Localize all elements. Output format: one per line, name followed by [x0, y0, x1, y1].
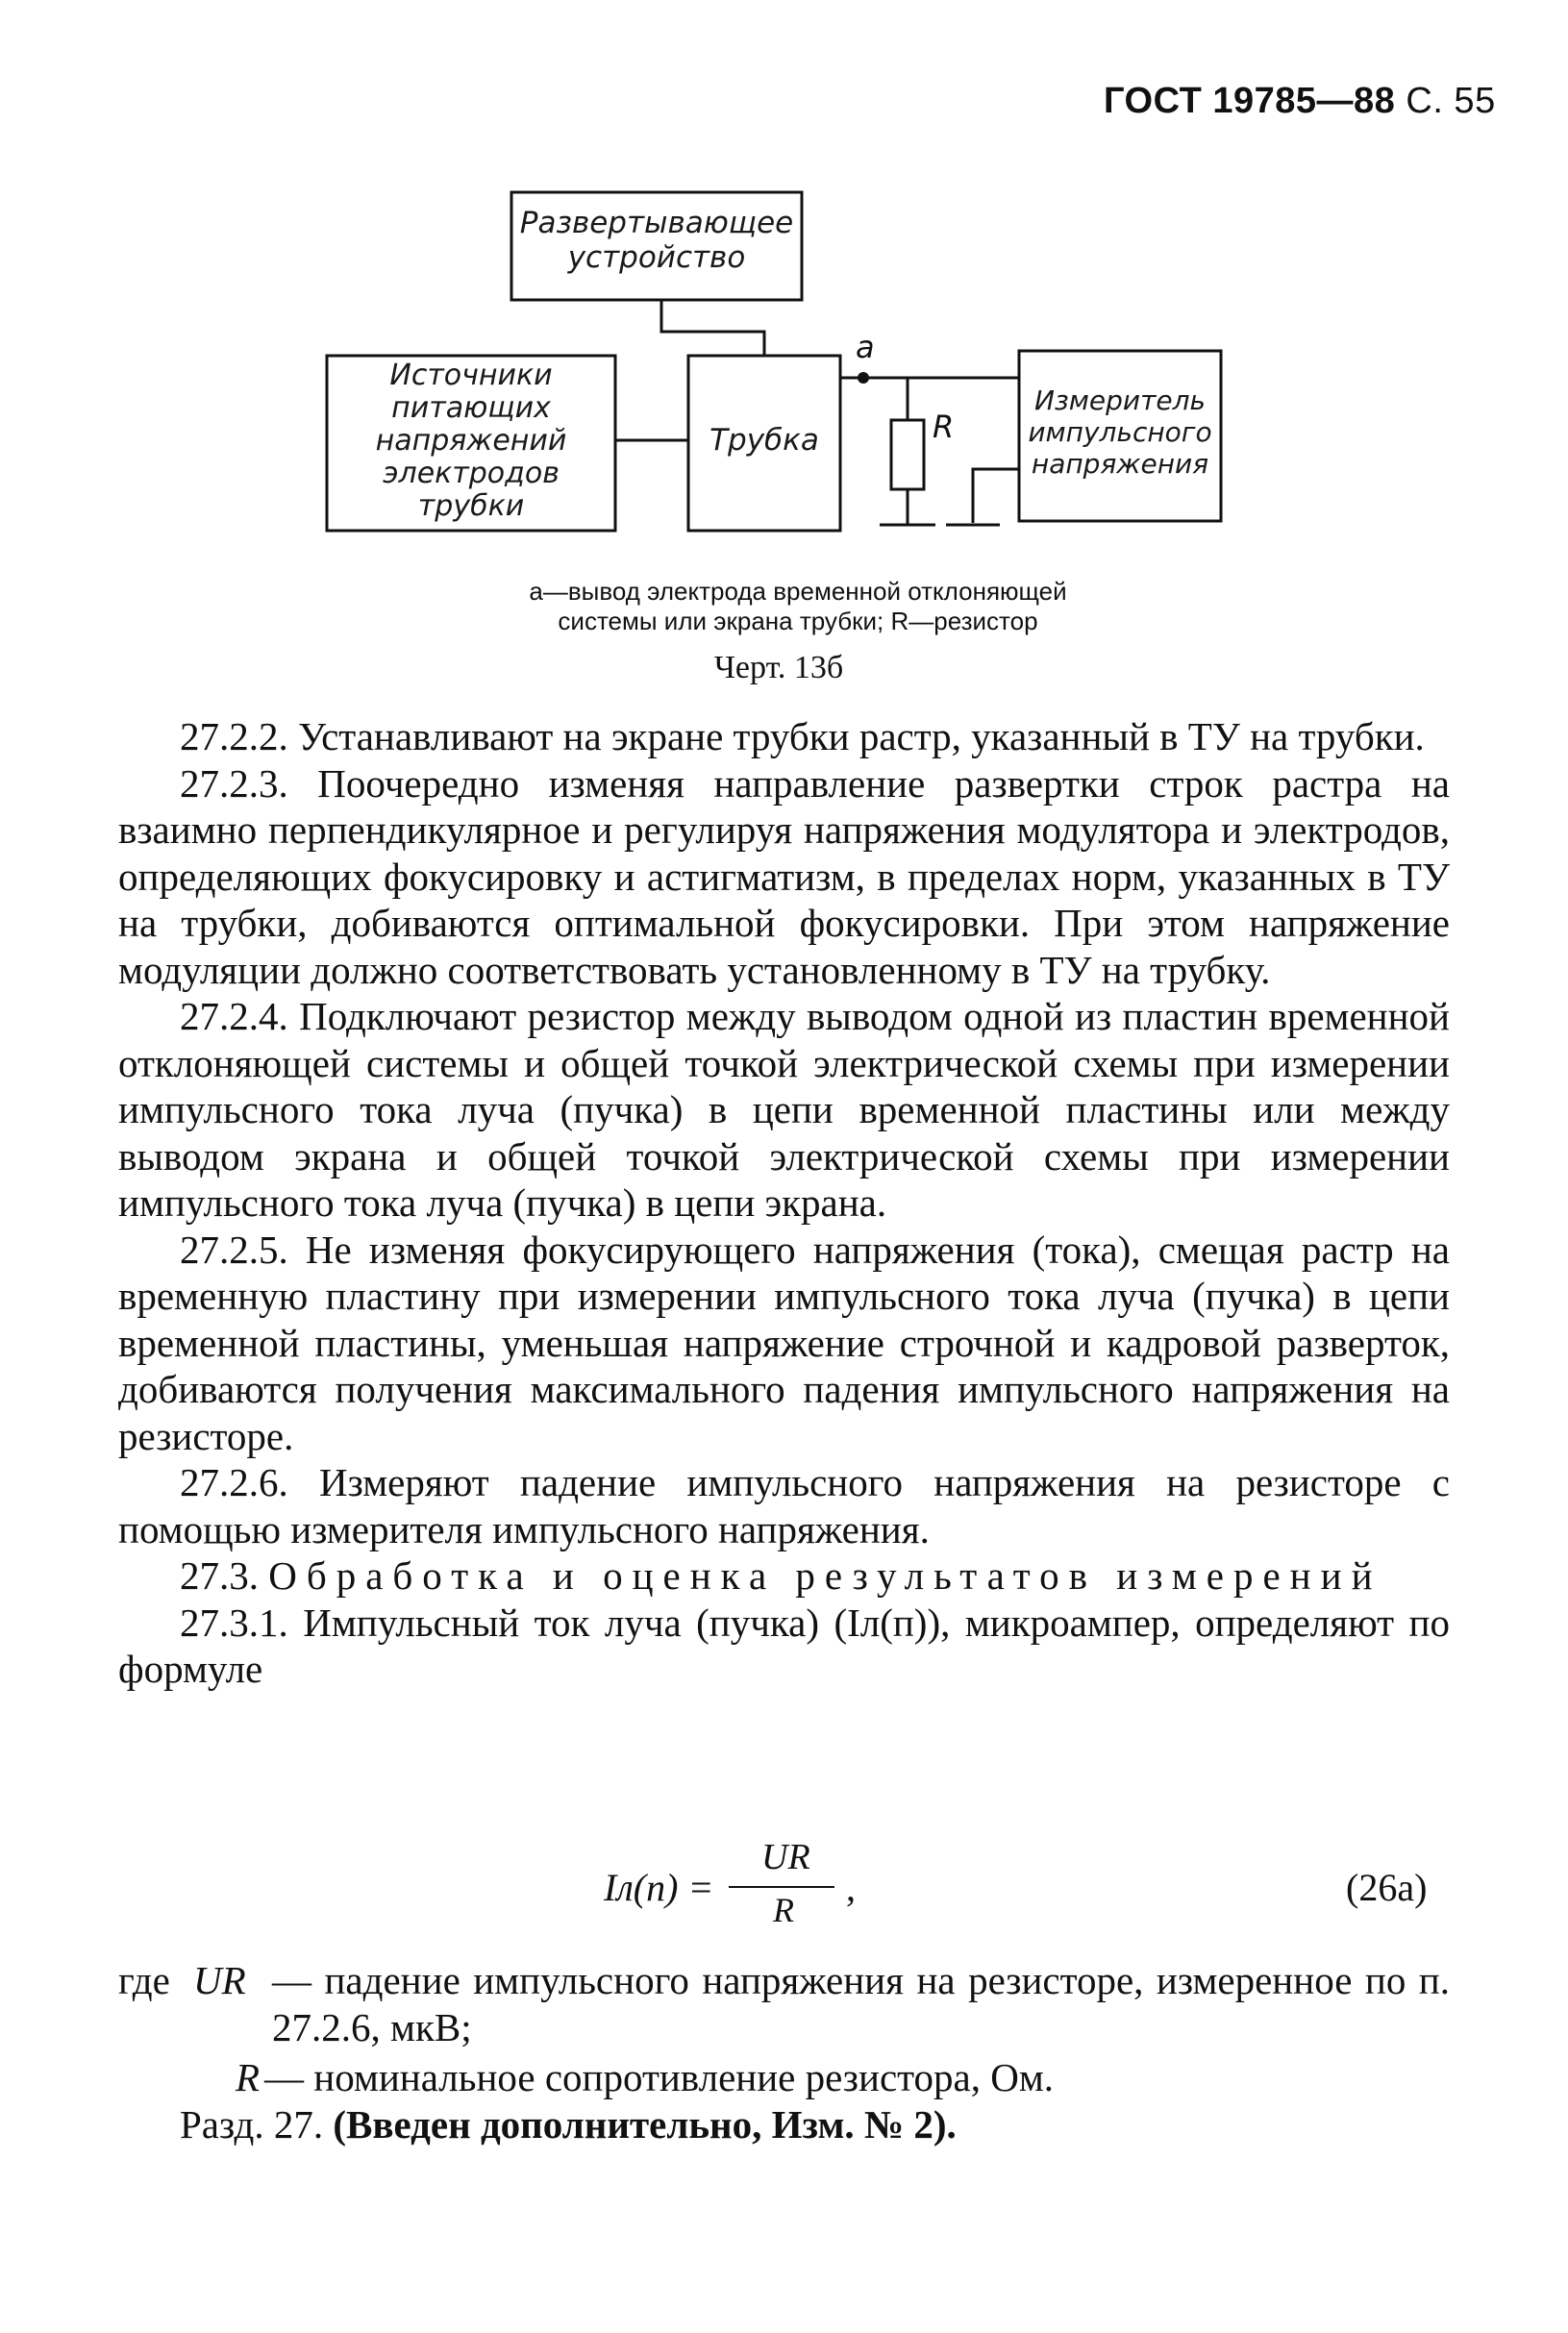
meter-label: Измеритель импульсного напряжения [1028, 385, 1212, 480]
node-a [858, 372, 869, 384]
figure-caption [365, 577, 1231, 636]
paragraph-27-3-1: 27.3.1. Импульсный ток луча (пучка) (Iл(п)), микроампер, определяют по формуле [118, 1600, 1450, 1691]
paragraph-27-2-2: 27.2.2. Устанавливают на экране трубки растр, указанный в ТУ на трубки. [180, 714, 1425, 758]
fraction-bar [729, 1886, 834, 1888]
formula-numerator: UR [761, 1837, 810, 1877]
section-title: Обработка и оценка результатов измерений [268, 1553, 1382, 1598]
standard-number: ГОСТ 19785—88 [1104, 81, 1396, 121]
r-description: — номинальное сопротивление резистора, Ом. [264, 2055, 1055, 2099]
scan-device-label: Развертывающее устройство [519, 206, 794, 275]
amendment-prefix: Разд. 27. [180, 2101, 324, 2147]
formula-number: (26a) [1346, 1866, 1428, 1909]
formula-26a [0, 1836, 1568, 1942]
block-diagram [0, 0, 1568, 577]
ur-symbol: UR [193, 1958, 246, 2002]
caption-line-1: а—вывод электрода временной отклоняющей [529, 577, 1067, 606]
ur-description: — падение импульсного напряжения на резисторе, измеренное по п. 27.2.6, мкВ; [272, 1958, 1450, 2049]
formula-lhs: Iл(п) [604, 1866, 679, 1909]
page-number: С. 55 [1406, 81, 1496, 121]
resistor-symbol [891, 420, 924, 489]
resistor-label: R [933, 409, 955, 445]
node-a-label: a [856, 329, 875, 365]
paragraph-27-2-4: 27.2.4. Подключают резистор между выводом одной из пластин временной отклоняющей системы и общей точкой электрической схемы при измерении импульсного тока луча (пучка) в цепи временной пластины или между выводом экрана и общей точкой электрической схемы при измерении импульсного тока луча (пучка) в цепи экрана. [118, 994, 1450, 1225]
paragraph-27-2-5: 27.2.5. Не изменяя фокусирующего напряжения (тока), смещая растр на временную пластину при измерении импульсного тока луча (пучка) в цепи временной пластины, уменьшая напряжение строчной и кадровой разверток, добиваются получения максимального падения импульсного напряжения на резисторе. [118, 1227, 1450, 1458]
tube-label: Трубка [709, 423, 819, 458]
where-word: где [118, 1958, 170, 2002]
definition-ur [118, 1957, 1450, 2050]
paragraph-27-2-6: 27.2.6. Измеряют падение импульсного напряжения на резисторе с помощью измерителя импульсного напряжения. [118, 1460, 1450, 1551]
r-symbol: R [236, 2055, 261, 2099]
indent-spacer [118, 2054, 236, 2101]
formula-equals: = [690, 1866, 712, 1909]
amendment-note [118, 2101, 1450, 2148]
formula-denominator: R [773, 1891, 794, 1929]
section-27-3-heading [118, 1552, 1450, 1600]
caption-line-2: системы или экрана трубки; R—резистор [558, 607, 1038, 635]
figure-title: Черт. 13б [713, 650, 844, 685]
amendment-text: (Введен дополнительно, Изм. № 2). [333, 2101, 957, 2147]
power-sources-label: Источники питающих напряжений электродов трубки [375, 359, 567, 523]
formula-comma: , [846, 1866, 856, 1909]
definition-r [118, 2054, 1450, 2101]
section-number: 27.3. [180, 1553, 259, 1598]
body-text [118, 713, 1450, 1693]
definitions [118, 1957, 1450, 2147]
paragraph-27-2-3: 27.2.3. Поочередно изменяя направление развертки строк растра на взаимно перпендикулярное и регулируя напряжения модулятора и электродов, определяющих фокусировку и астигматизм, в пределах норм, указанных в ТУ на трубки, добиваются оптимальной фокусировки. При этом напряжение модуляции должно соответствовать установленному в ТУ на трубку. [118, 760, 1450, 992]
